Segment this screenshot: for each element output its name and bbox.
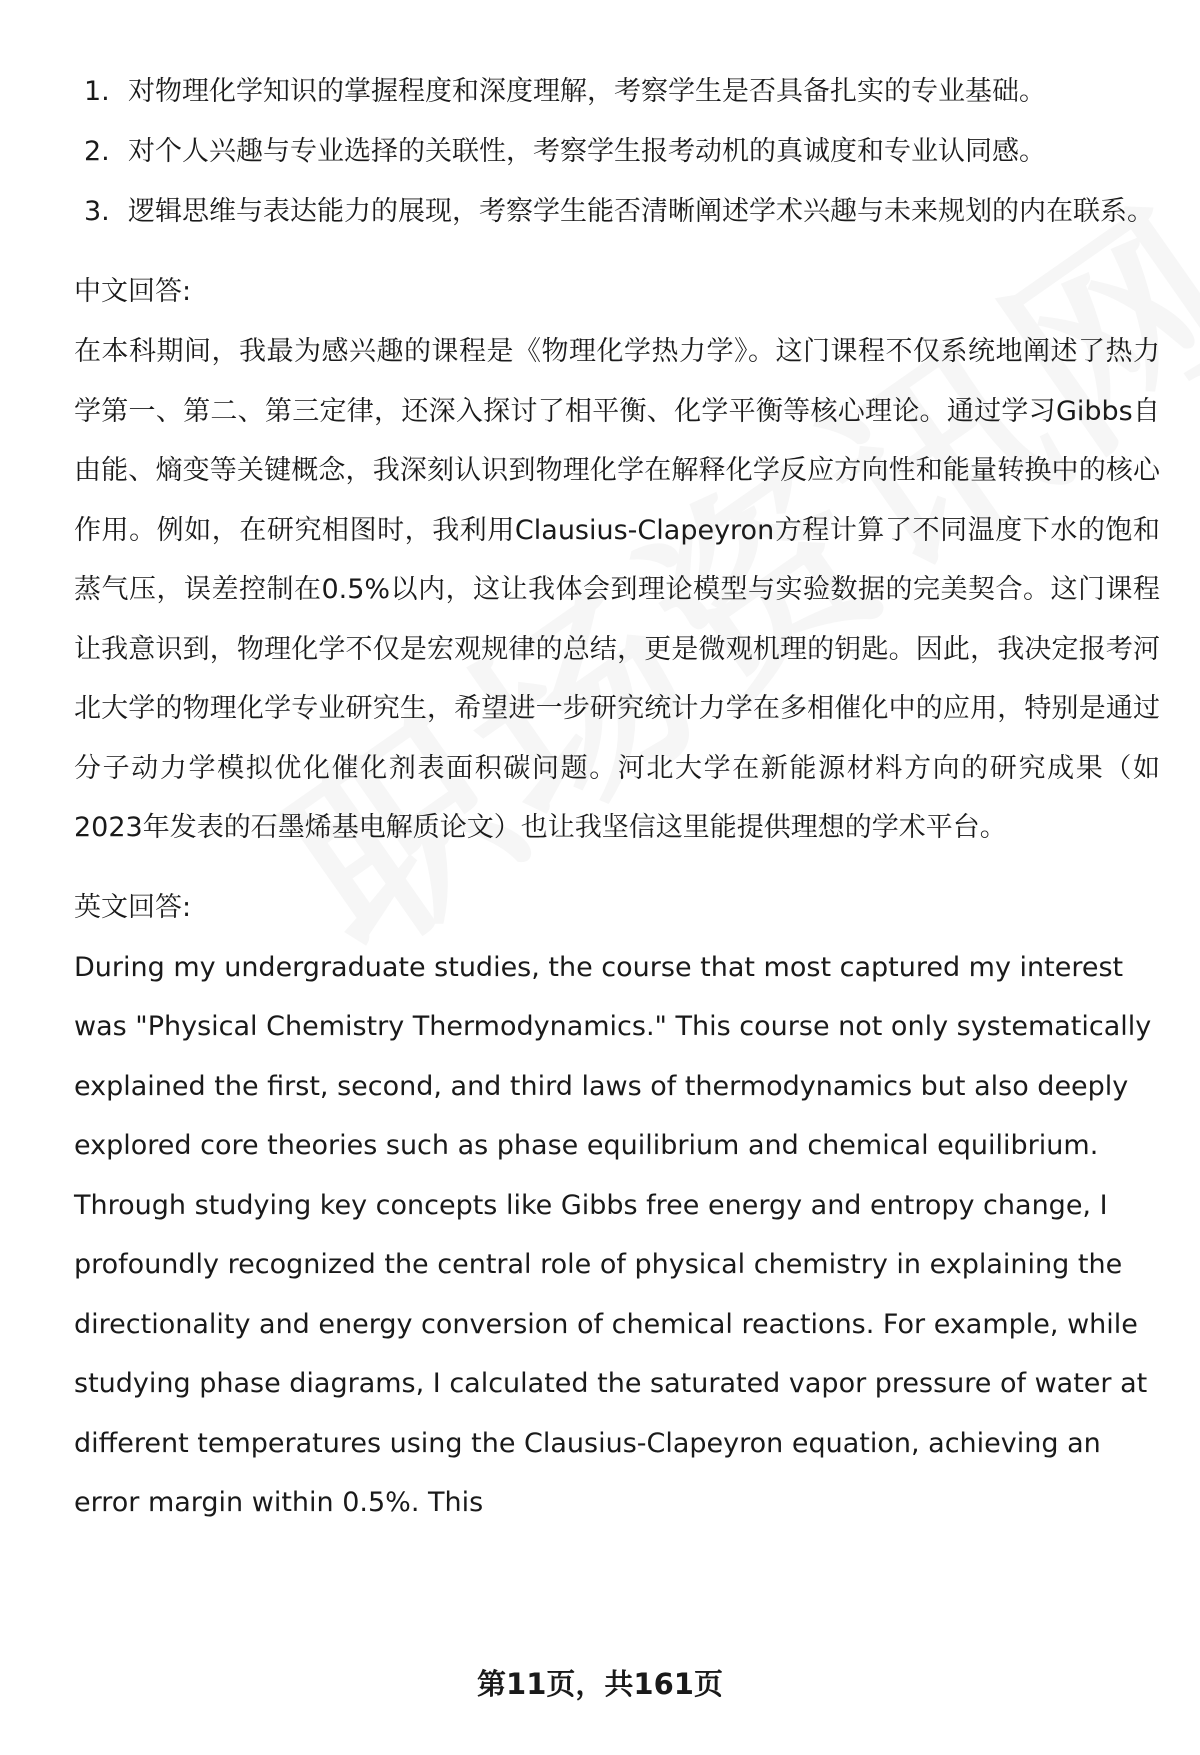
document-page: [74, 62, 1160, 1533]
chinese-answer-text: 在本科期间，我最为感兴趣的课程是《物理化学热力学》。这门课程不仅系统地阐述了热力学第一、第二、第三定律，还深入探讨了相平衡、化学平衡等核心理论。通过学习Gibbs自由能、熵变等关键概念，我深刻认识到物理化学在解释化学反应方向性和能量转换中的核心作用。例如，在研究相图时，我利用Clausius-Clapeyron方程计算了不同温度下水的饱和蒸气压，误差控制在0.5%以内，这让我体会到理论模型与实验数据的完美契合。这门课程让我意识到，物理化学不仅是宏观规律的总结，更是微观机理的钥匙。因此，我决定报考河北大学的物理化学专业研究生，希望进一步研究统计力学在多相催化中的应用，特别是通过分子动力学模拟优化催化剂表面积碳问题。河北大学在新能源材料方向的研究成果（如2023年发表的石墨烯基电解质论文）也让我坚信这里能提供理想的学术平台。: [74, 336, 1160, 843]
list-item: [74, 122, 1160, 182]
english-answer-text: During my undergraduate studies, the course that most captured my interest was "Physical Chemistry Thermodynamics." This course not only systematically explained the first, second, and third laws of thermodynamics but also deeply explored core theories such as phase equilibrium and chemical equilibrium. Through studying key concepts like Gibbs free energy and entropy change, I profoundly recognized the central role of physical chemistry in explaining the directionality and energy conversion of chemical reactions. For example, while studying phase diagrams, I calculated the saturated vapor pressure of water at different temperatures using the Clausius-Clapeyron equation, achieving an error margin within 0.5%. This: [74, 951, 1152, 1518]
list-item: [74, 182, 1160, 242]
chinese-answer-label: 中文回答:: [74, 276, 192, 307]
list-number: 3.: [84, 196, 110, 227]
list-number: 2.: [84, 136, 110, 167]
list-number: 1.: [84, 76, 110, 107]
list-item-text: 对物理化学知识的掌握程度和深度理解，考察学生是否具备扎实的专业基础。: [128, 76, 1046, 107]
page-number-footer: 第11页，共161页: [477, 1667, 723, 1701]
list-item-text: 对个人兴趣与专业选择的关联性，考察学生报考动机的真诚度和专业认同感。: [128, 136, 1046, 167]
list-item-text: 逻辑思维与表达能力的展现，考察学生能否清晰阐述学术兴趣与未来规划的内在联系。: [128, 196, 1154, 227]
english-answer-label: 英文回答:: [74, 891, 192, 923]
list-item: [74, 62, 1160, 122]
evaluation-criteria-list: [74, 62, 1160, 242]
